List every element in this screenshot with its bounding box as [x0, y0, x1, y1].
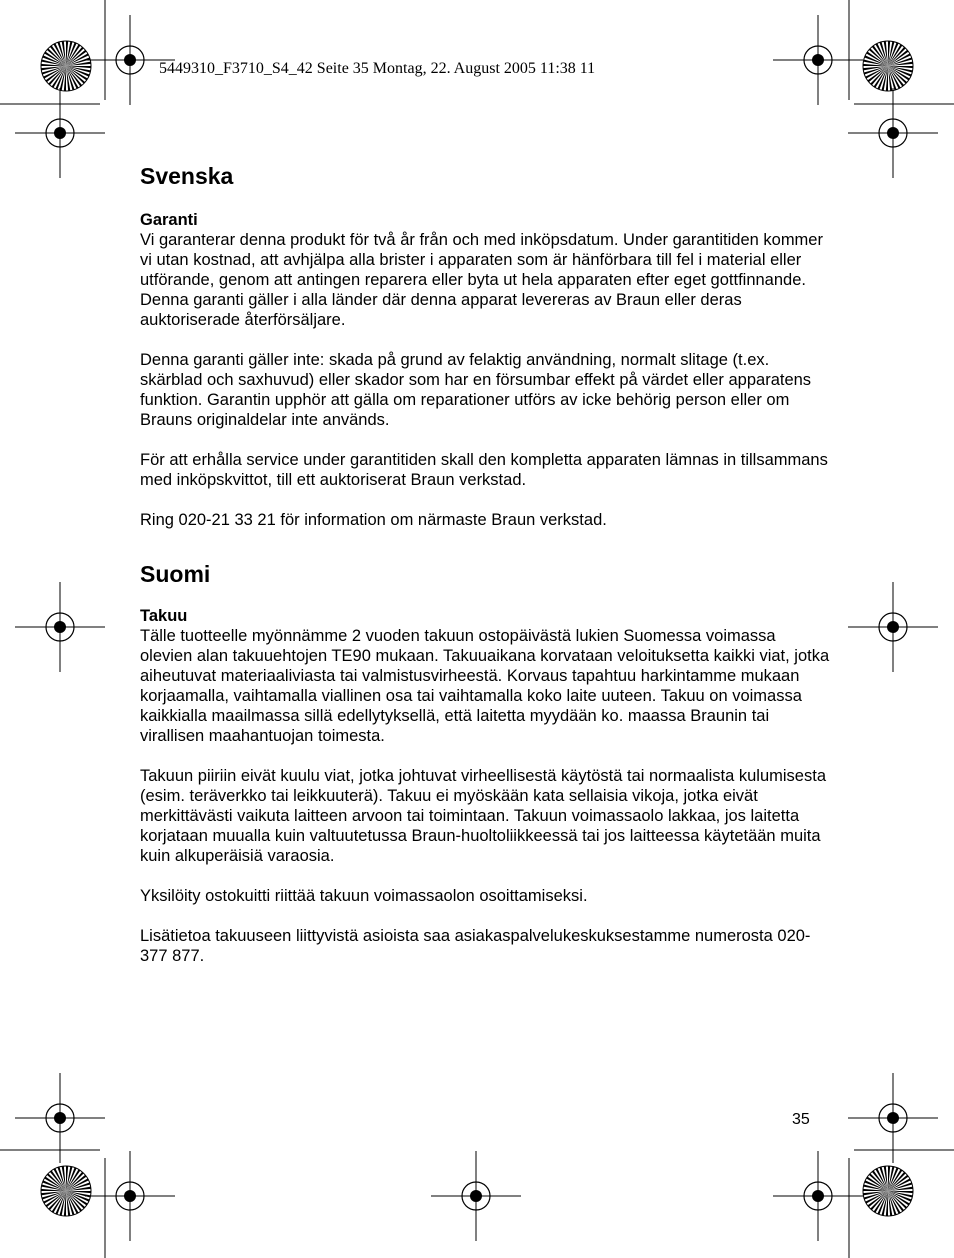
star-target-icon [41, 41, 91, 91]
star-target-icon [863, 1166, 913, 1216]
registration-mark-icon [848, 88, 938, 178]
section-svenska [140, 158, 830, 530]
paragraph: Lisätietoa takuuseen liittyvistä asioista saa asiakaspalvelukeskuksestamme numerosta 020-377 877. [140, 927, 811, 965]
registration-mark-icon [848, 582, 938, 672]
section-title: Svenska [140, 163, 234, 189]
star-target-icon [863, 41, 913, 91]
slug-line: 5449310_F3710_S4_42 Seite 35 Montag, 22. August 2005 11:38 11 [159, 60, 596, 77]
paragraph: För att erhålla service under garantitiden skall den kompletta apparaten lämnas in tillsammans med inköpskvittot, till ett auktoriserat Braun verkstad. [140, 451, 828, 489]
page-number: 35 [792, 1111, 810, 1128]
section-title: Suomi [140, 561, 211, 587]
document-body [140, 158, 830, 966]
paragraph: Ring 020-21 33 21 för information om närmaste Braun verkstad. [140, 511, 607, 529]
paragraph: Denna garanti gäller inte: skada på grund av felaktig användning, normalt slitage (t.ex. skärblad och saxhuvud) eller skador som har en försumbar effekt på värdet eller apparatens funktion. Garantin upphör att gälla om reparationer utförs av icke behörig person eller om Brauns originaldelar inte används. [140, 351, 812, 429]
registration-mark-icon [15, 88, 105, 178]
registration-mark-icon [85, 1151, 175, 1241]
paragraph: Yksilöity ostokuitti riittää takuun voimassaolon osoittamiseksi. [140, 887, 588, 905]
paragraph: Tälle tuotteelle myönnämme 2 vuoden takuun ostopäivästä lukien Suomessa voimassa olevien alan takuuehtojen TE90 mukaan. Takuuaikana korvataan veloituksetta kaikki viat, jotka aiheutuvat materiaaliviasta tai valmistusvirheestä. Korvaus tapahtuu harkintamme mukaan korjaamalla, vaihtamalla viallinen osa tai vaihtamalla koko laite uuteen. Takuu on voimassa kaikkialla maailmassa sillä edellytyksellä, että laitetta myydään ko. maassa Braunin tai virallisen maahantuojan toimesta. [140, 627, 830, 745]
registration-mark-icon [15, 582, 105, 672]
registration-mark-icon [431, 1151, 521, 1241]
section-subtitle: Garanti [140, 211, 198, 229]
paragraph: Vi garanterar denna produkt för två år från och med inköpsdatum. Under garantitiden kommer vi utan kostnad, att avhjälpa alla brister i apparaten som är hänförbara till fel i material eller utförande, genom att antingen reparera eller byta ut hela apparaten efter eget gottfinnande. [140, 231, 823, 289]
section-suomi [140, 556, 830, 966]
section-subtitle: Takuu [140, 607, 188, 625]
star-target-icon [41, 1166, 91, 1216]
paragraph: Denna garanti gäller i alla länder där denna apparat levereras av Braun eller deras auktoriserade återförsäljare. [140, 291, 742, 329]
paragraph: Takuun piiriin eivät kuulu viat, jotka johtuvat virheellisestä käytöstä tai normaalista kulumisesta (esim. teräverkko tai leikkuuterä). Takuu ei myöskään kata sellaisia vikoja, jotka eivät merkittävästi vaikuta laitteen arvoon tai toimintaan. Takuun voimassaolo lakkaa, jos laitetta korjataan muualla kuin valtuutetussa Braun-huoltoliikkeessä tai jos laitteessa käytetään muita kuin alkuperäisiä varaosia. [140, 767, 826, 865]
